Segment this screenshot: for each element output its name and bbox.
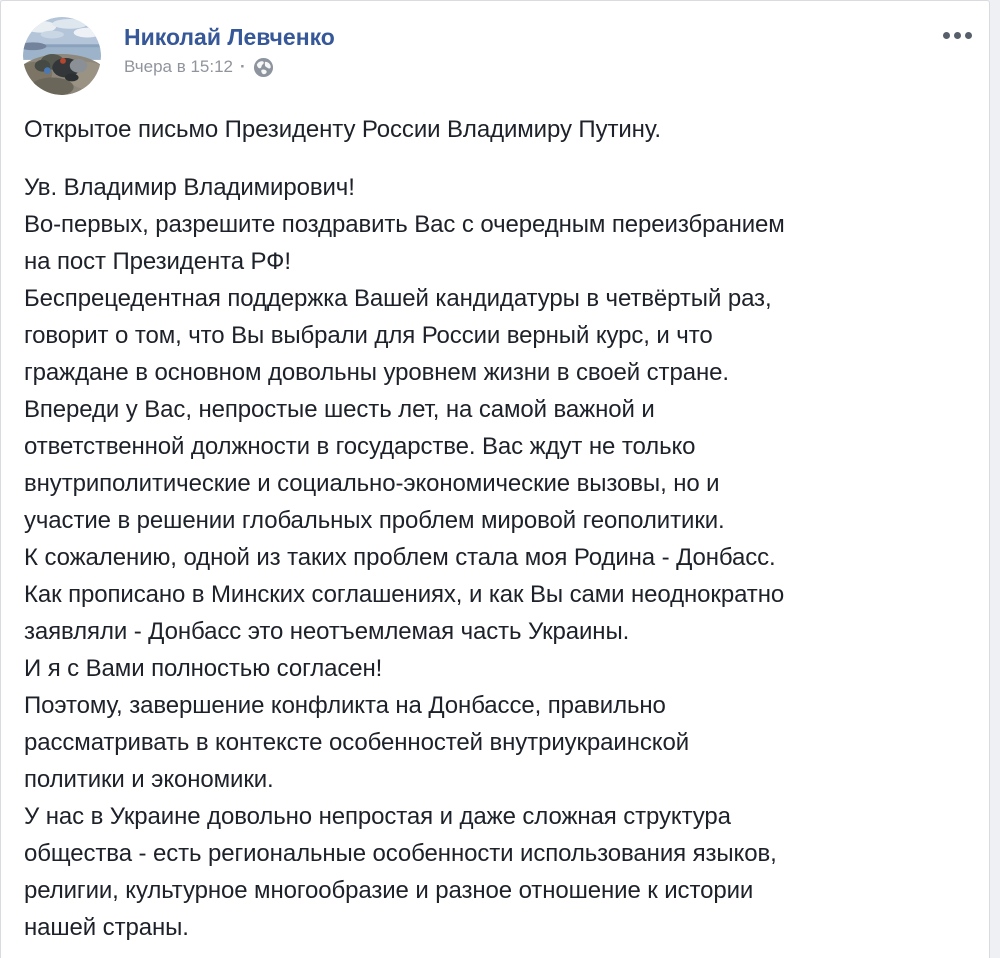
post-paragraph xyxy=(24,111,967,148)
post-text-line: И я с Вами полностью согласен! xyxy=(24,655,383,682)
post-body xyxy=(1,95,989,946)
ellipsis-icon xyxy=(954,32,961,39)
post-text-line: граждане в основном довольны уровнем жизни в своей стране. xyxy=(24,359,729,386)
post-text-line: Как прописано в Минских соглашениях, и как Вы сами неоднократно xyxy=(24,581,785,608)
post-text-line: У нас в Украине довольно непростая и даже сложная структура xyxy=(24,803,731,830)
post-meta xyxy=(124,55,335,79)
post-paragraph xyxy=(24,169,967,946)
post-text-line: Ув. Владимир Владимирович! xyxy=(24,174,355,201)
post-header xyxy=(1,1,989,95)
post-menu-button[interactable] xyxy=(939,28,976,43)
post-text-line: говорит о том, что Вы выбрали для России верный курс, и что xyxy=(24,322,713,349)
post-text-line: на пост Президента РФ! xyxy=(24,248,291,275)
post-text-line: общества - есть региональные особенности использования языков, xyxy=(24,840,777,867)
avatar-photo xyxy=(23,17,101,95)
author-link[interactable]: Николай Левченко xyxy=(124,24,335,50)
post-text-line: нашей страны. xyxy=(24,914,189,941)
timestamp[interactable]: Вчера в 15:12 xyxy=(124,57,234,76)
post-text-line: участие в решении глобальных проблем мировой геополитики. xyxy=(24,507,725,534)
post-text-line: ответственной должности в государстве. Вас ждут не только xyxy=(24,433,696,460)
post-text-line: рассматривать в контексте особенностей внутриукраинской xyxy=(24,729,690,756)
post-text-line: внутриполитические и социально-экономические вызовы, но и xyxy=(24,470,720,497)
ellipsis-icon xyxy=(965,32,972,39)
post-text-line: Во-первых, разрешите поздравить Вас с очередным переизбранием xyxy=(24,211,785,238)
post-text-line: заявляли - Донбасс это неотъемлемая часть Украины. xyxy=(24,618,630,645)
post-text-line: Беспрецедентная поддержка Вашей кандидатуры в четвёртый раз, xyxy=(24,285,772,312)
post-text-line: Поэтому, завершение конфликта на Донбассе, правильно xyxy=(24,692,666,719)
meta-separator: · xyxy=(240,57,246,76)
post-text-line: Открытое письмо Президенту России Владимиру Путину. xyxy=(24,116,661,143)
post-text-line: религии, культурное многообразие и разное отношение к истории xyxy=(24,877,754,904)
post-text-line: политики и экономики. xyxy=(24,766,274,793)
avatar[interactable] xyxy=(23,17,101,95)
ellipsis-icon xyxy=(943,32,950,39)
post-text-line: Впереди у Вас, непростые шесть лет, на самой важной и xyxy=(24,396,655,423)
globe-public-icon xyxy=(253,57,274,78)
post-text-line: К сожалению, одной из таких проблем стала моя Родина - Донбасс. xyxy=(24,544,776,571)
post-header-text xyxy=(124,17,335,79)
